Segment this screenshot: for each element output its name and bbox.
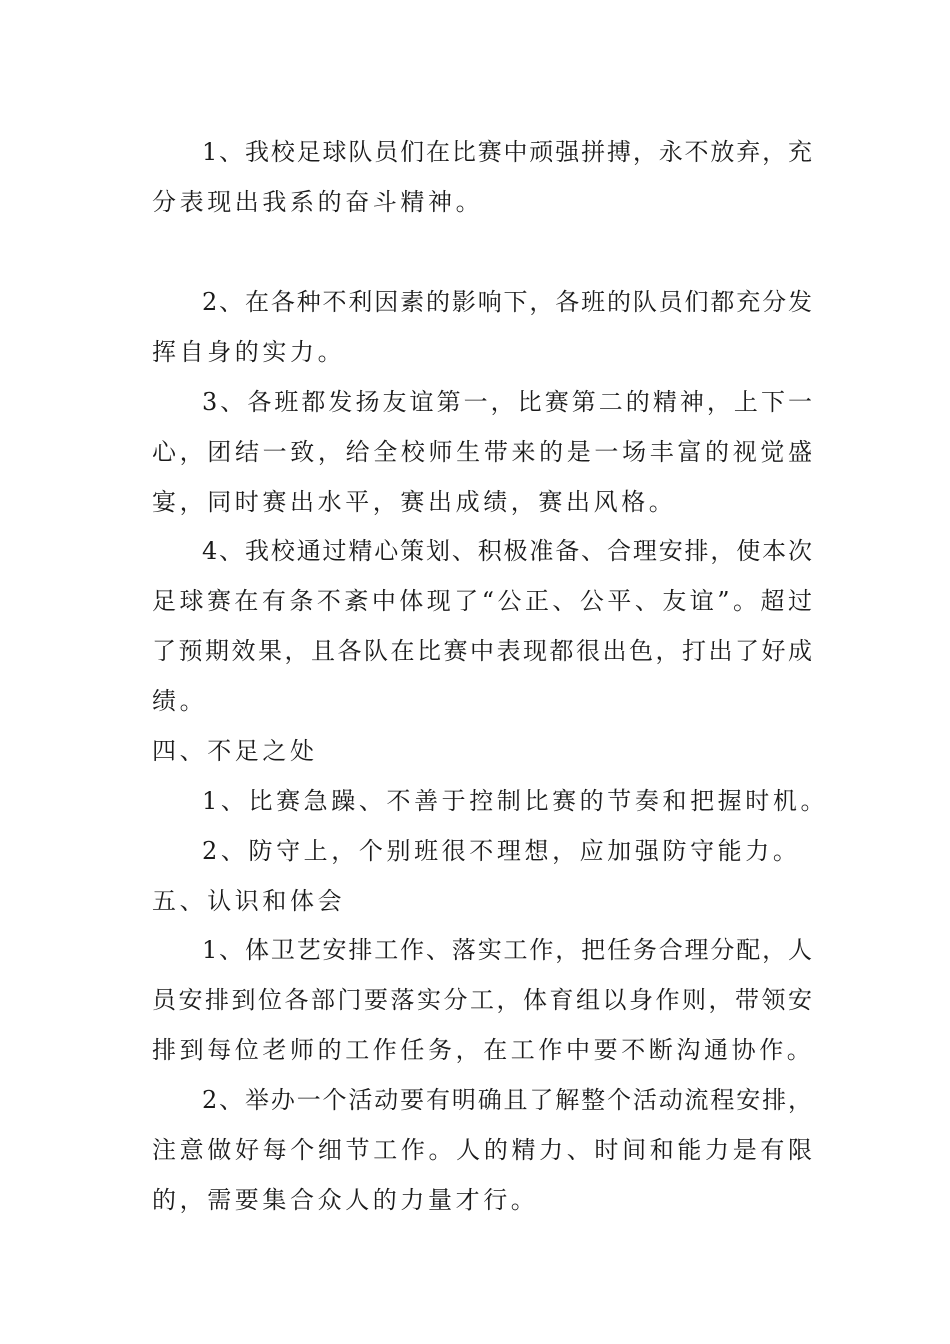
insight-1-line-2: 员安排到位各部门要落实分工，体育组以身作则，带领安	[152, 986, 812, 1014]
paragraph-3-line-3: 宴，同时赛出水平，赛出成绩，赛出风格。	[152, 488, 677, 516]
paragraph-4-line-2: 足球赛在有条不紊中体现了“公正、公平、友谊”。超过	[152, 587, 812, 615]
insight-1-line-1: 1、体卫艺安排工作、落实工作，把任务合理分配，人	[202, 936, 812, 964]
paragraph-2-line-1: 2、在各种不利因素的影响下，各班的队员们都充分发	[202, 288, 812, 316]
paragraph-1-line-2: 分表现出我系的奋斗精神。	[152, 188, 484, 216]
paragraph-2-line-2: 挥自身的实力。	[152, 338, 346, 366]
insight-2-line-3: 的，需要集合众人的力量才行。	[152, 1186, 539, 1214]
paragraph-1-line-1: 1、我校足球队员们在比赛中顽强拼搏，永不放弃，充	[202, 138, 812, 166]
insight-2-line-2: 注意做好每个细节工作。人的精力、时间和能力是有限	[152, 1136, 812, 1164]
paragraph-4-line-1: 4、我校通过精心策划、积极准备、合理安排，使本次	[202, 537, 812, 565]
paragraph-3-line-1: 3、各班都发扬友谊第一，比赛第二的精神，上下一	[202, 388, 812, 416]
insight-2-line-1: 2、举办一个活动要有明确且了解整个活动流程安排，	[202, 1086, 812, 1114]
shortcoming-item-1: 1、比赛急躁、不善于控制比赛的节奏和把握时机。	[202, 787, 829, 815]
shortcoming-item-2: 2、防守上，个别班很不理想，应加强防守能力。	[202, 837, 801, 865]
paragraph-3-line-2: 心，团结一致，给全校师生带来的是一场丰富的视觉盛	[152, 438, 812, 466]
paragraph-4-line-4: 绩。	[152, 687, 208, 715]
insight-1-line-3: 排到每位老师的工作任务，在工作中要不断沟通协作。	[152, 1036, 815, 1064]
section-heading-4: 四、不足之处	[152, 737, 318, 765]
section-heading-5: 五、认识和体会	[152, 887, 346, 915]
paragraph-4-line-3: 了预期效果，且各队在比赛中表现都很出色，打出了好成	[152, 637, 812, 665]
